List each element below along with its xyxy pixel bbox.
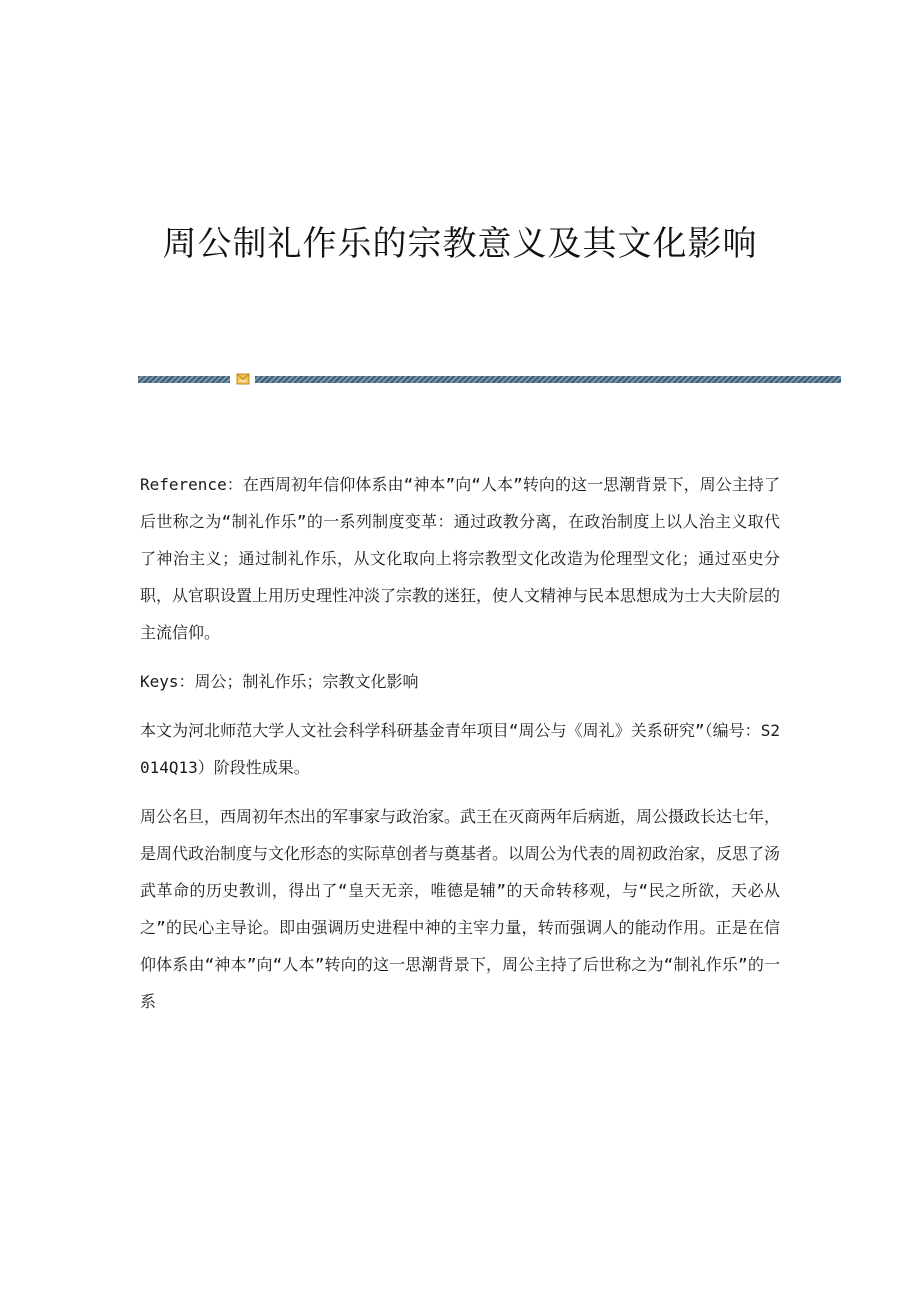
funding-note-paragraph: 本文为河北师范大学人文社会科学科研基金青年项目“周公与《周礼》关系研究”（编号：S2014Q13）阶段性成果。 [140, 721, 780, 777]
keywords-paragraph: Keys：周公；制礼作乐；宗教文化影响 [140, 672, 419, 691]
envelope-icon [236, 373, 250, 385]
document-body [140, 466, 780, 1032]
abstract-paragraph: Reference：在西周初年信仰体系由“神本”向“人本”转向的这一思潮背景下，周公主持了后世称之为“制礼作乐”的一系列制度变革：通过政教分离，在政治制度上以人治主义取代了神治主义；通过制礼作乐，从文化取向上将宗教型文化改造为伦理型文化；通过巫史分职，从官职设置上用历史理性冲淡了宗教的迷狂，使人文精神与民本思想成为士大夫阶层的主流信仰。 [140, 475, 781, 642]
divider-bar-right [255, 376, 841, 383]
document-title: 周公制礼作乐的宗教意义及其文化影响 [162, 224, 758, 264]
divider-bar-left [138, 376, 230, 383]
title-divider [138, 373, 841, 385]
body-paragraph: 周公名旦，西周初年杰出的军事家与政治家。武王在灭商两年后病逝，周公摄政长达七年，是周代政治制度与文化形态的实际草创者与奠基者。以周公为代表的周初政治家，反思了汤武革命的历史教训，得出了“皇天无亲，唯德是辅”的天命转移观，与“民之所欲，天必从之”的民心主导论。即由强调历史进程中神的主宰力量，转而强调人的能动作用。正是在信仰体系由“神本”向“人本”转向的这一思潮背景下，周公主持了后世称之为“制礼作乐”的一系 [140, 807, 781, 1011]
